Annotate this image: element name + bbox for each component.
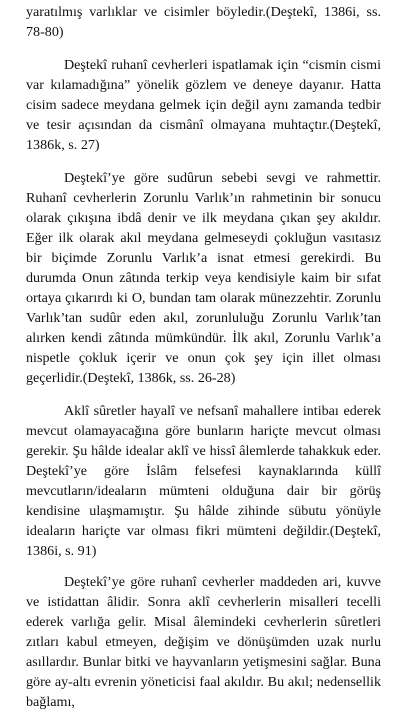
paragraph-5: Deştekî’ye göre ruhanî cevherler maddeden ari, kuvve ve istidattan âlidir. Sonra aklî cevherlerin misalleri tecelli ederek varlığa gelir. Misal âlemindeki cevherlerin sûretleri zıtları kabul etmeyen, değişim ve dönüşümden uzak nurlu asıllardır. Bunlar bitki ve hayvanların yetişmesini sağlar. Buna göre ay-altı evrenin yöneticisi faal akıldır. Bu akıl; nedensellik bağlamı, — [26, 574, 381, 710]
paragraph-2: Deştekî ruhanî cevherleri ispatlamak için “cismin cismi var kılamadığına” yönelik gözlem ve deneye dayanır. Hatta cisim sadece meydana gelmek için değil aynı zamanda tedbir ve tesir açısından da cismânî olmayana muhtaçtır.(Deştekî, 1386k, s. 27) — [26, 57, 381, 153]
paragraph-4: Aklî sûretler hayalî ve nefsanî mahallere intibaı ederek mevcut olamayacağına göre bunların hariçte mevcut olması gerekir. Şu hâlde idealar aklî ve hissî âlemlerde tahakkuk eder. Deştekî’ye göre İslâm felsefesi kaynaklarında küllî mevcutların/ideaların mümteni olduğuna dair bir görüş kendisine ulaşmamıştır. Şu hâlde zihinde sübutu yönüyle ideaların hariçte var olması fikri mümteni değildir.(Deştekî, 1386i, s. 91) — [26, 403, 381, 559]
paragraph-1: yaratılmış varlıklar ve cisimler böyledir.(Deştekî, 1386i, ss. 78-80) — [26, 4, 381, 40]
document-page — [26, 2, 381, 712]
paragraph-3: Deştekî’ye göre sudûrun sebebi sevgi ve rahmettir. Ruhanî cevherlerin Zorunlu Varlık’ın rahmetinin bir sonucu olarak çıkışına ibdâ denir ve ilk meydana çıkan şey akıldır. Eğer ilk olarak akıl meydana gelmeseydi çokluğun vasıtasız bir biçimde Zorunlu Varlık’a isnat etmesi gerekirdi. Bu durumda Onun zâtında terkip veya kendisiyle kaim bir sıfat ortaya çıkarırdı ki O, bundan tam olarak münezzehtir. Zorunlu Varlık’tan sudûr eden akıl, zorunluluğu Zorunlu Varlık’tan alırken kendi zâtında mümkündür. İlk akıl, Zorunlu Varlık’a nispetle çokluk içerir ve onun çok şey için illet olması geçerlidir.(Deştekî, 1386k, ss. 26-28) — [26, 170, 381, 386]
